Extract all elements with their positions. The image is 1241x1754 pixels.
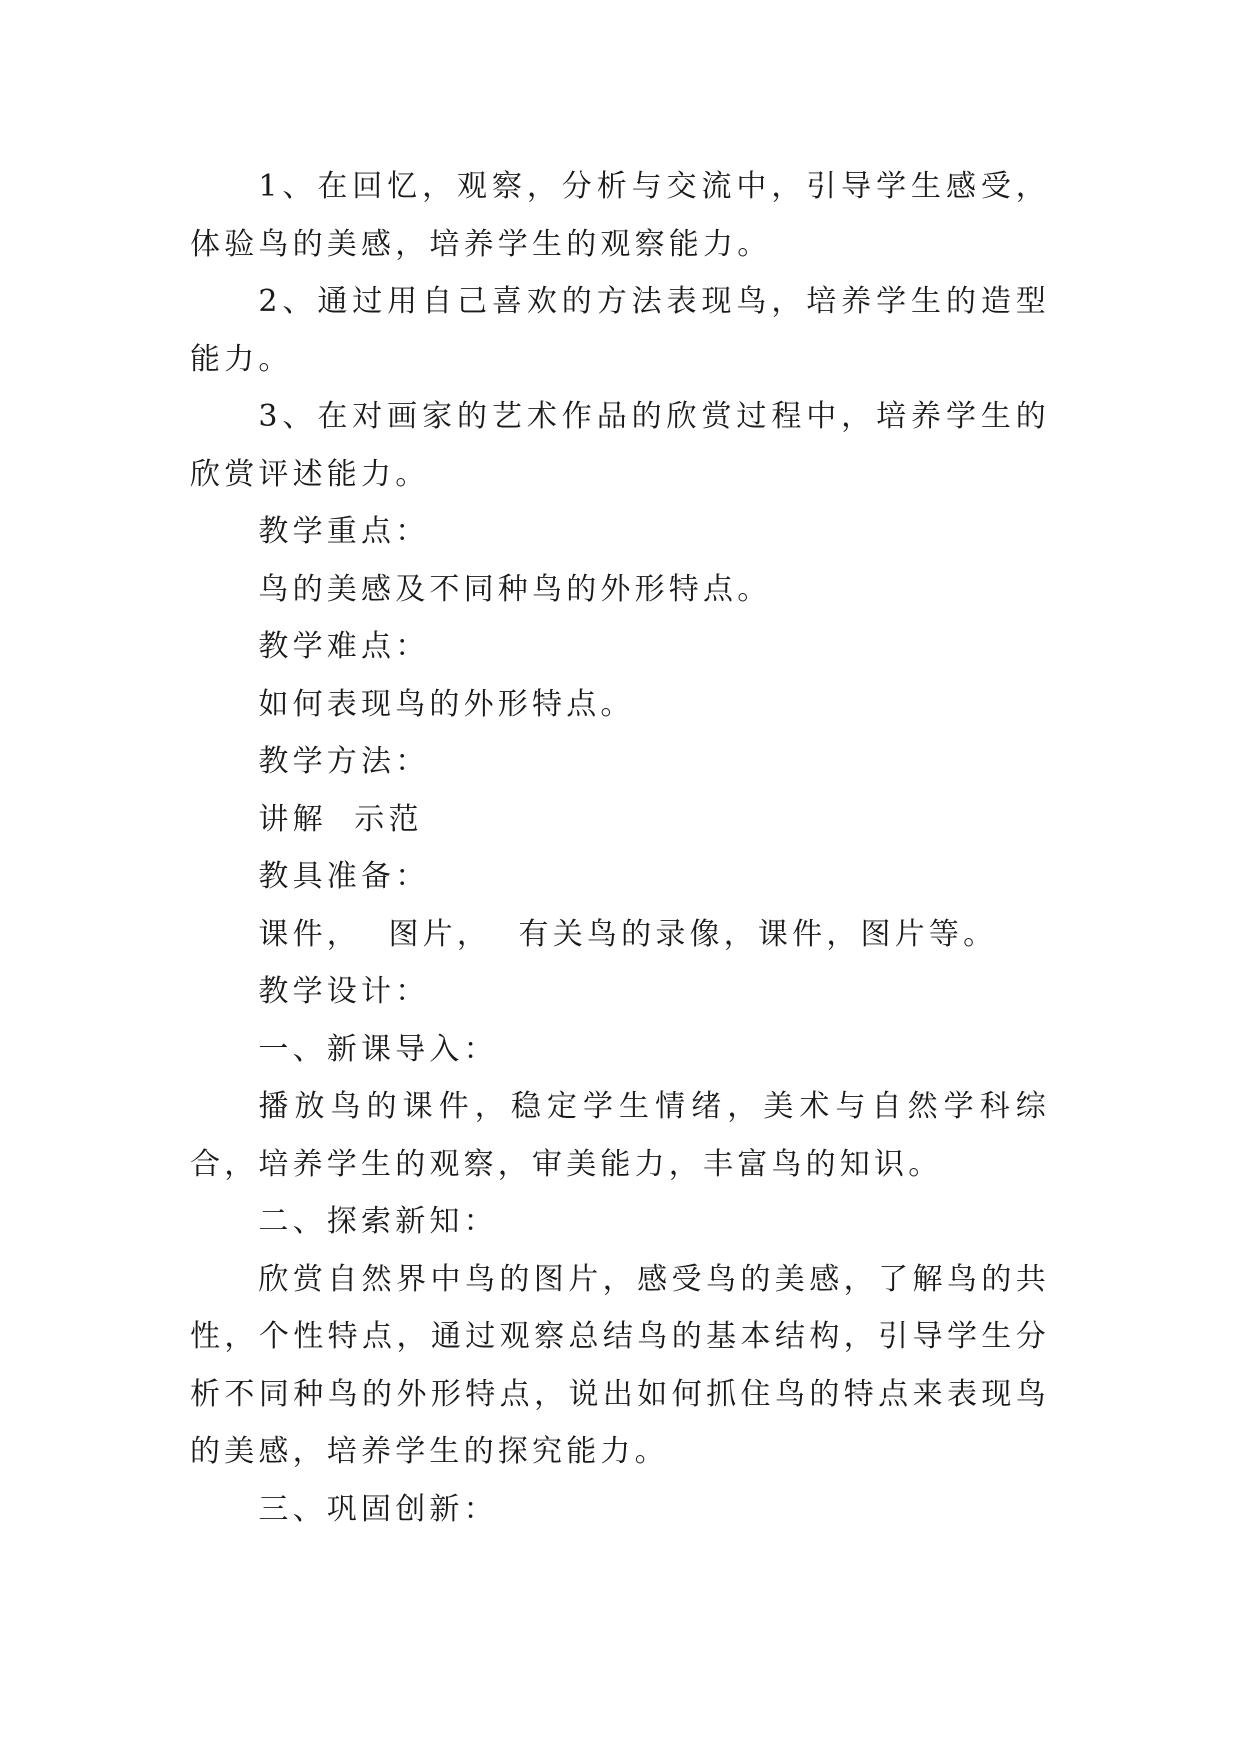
heading-teaching-design: 教学设计： <box>258 974 430 1009</box>
paragraph-teaching-focus: 鸟的美感及不同种鸟的外形特点。 <box>258 571 772 607</box>
heading-teaching-difficulty: 教学难点： <box>258 629 430 664</box>
document-body <box>190 158 1050 1538</box>
heading-section-1: 一、新课导入： <box>258 1031 498 1067</box>
paragraph-teaching-aids: 课件， 图片， 有关鸟的录像，课件，图片等。 <box>258 916 998 952</box>
heading-teaching-focus: 教学重点： <box>258 514 430 549</box>
heading-teaching-aids: 教具准备： <box>258 859 430 894</box>
paragraph-teaching-difficulty: 如何表现鸟的外形特点。 <box>258 686 635 722</box>
paragraph-objective-1: 1、在回忆，观察，分析与交流中，引导学生感受，体验鸟的美感，培养学生的观察能力。 <box>190 169 1050 262</box>
paragraph-teaching-method: 讲解 示范 <box>258 801 423 837</box>
heading-section-3: 三、巩固创新： <box>258 1491 498 1527</box>
paragraph-objective-2: 2、通过用自己喜欢的方法表现鸟，培养学生的造型能力。 <box>190 284 1050 377</box>
heading-teaching-method: 教学方法： <box>258 744 430 779</box>
heading-section-2: 二、探索新知： <box>258 1204 498 1239</box>
paragraph-objective-3: 3、在对画家的艺术作品的欣赏过程中，培养学生的欣赏评述能力。 <box>190 399 1050 492</box>
paragraph-section-1: 播放鸟的课件，稳定学生情绪，美术与自然学科综合，培养学生的观察，审美能力，丰富鸟的知识。 <box>190 1089 1050 1182</box>
paragraph-section-2: 欣赏自然界中鸟的图片，感受鸟的美感，了解鸟的共性，个性特点，通过观察总结鸟的基本结构，引导学生分析不同种鸟的外形特点，说出如何抓住鸟的特点来表现鸟的美感，培养学生的探究能力。 <box>190 1261 1050 1469</box>
